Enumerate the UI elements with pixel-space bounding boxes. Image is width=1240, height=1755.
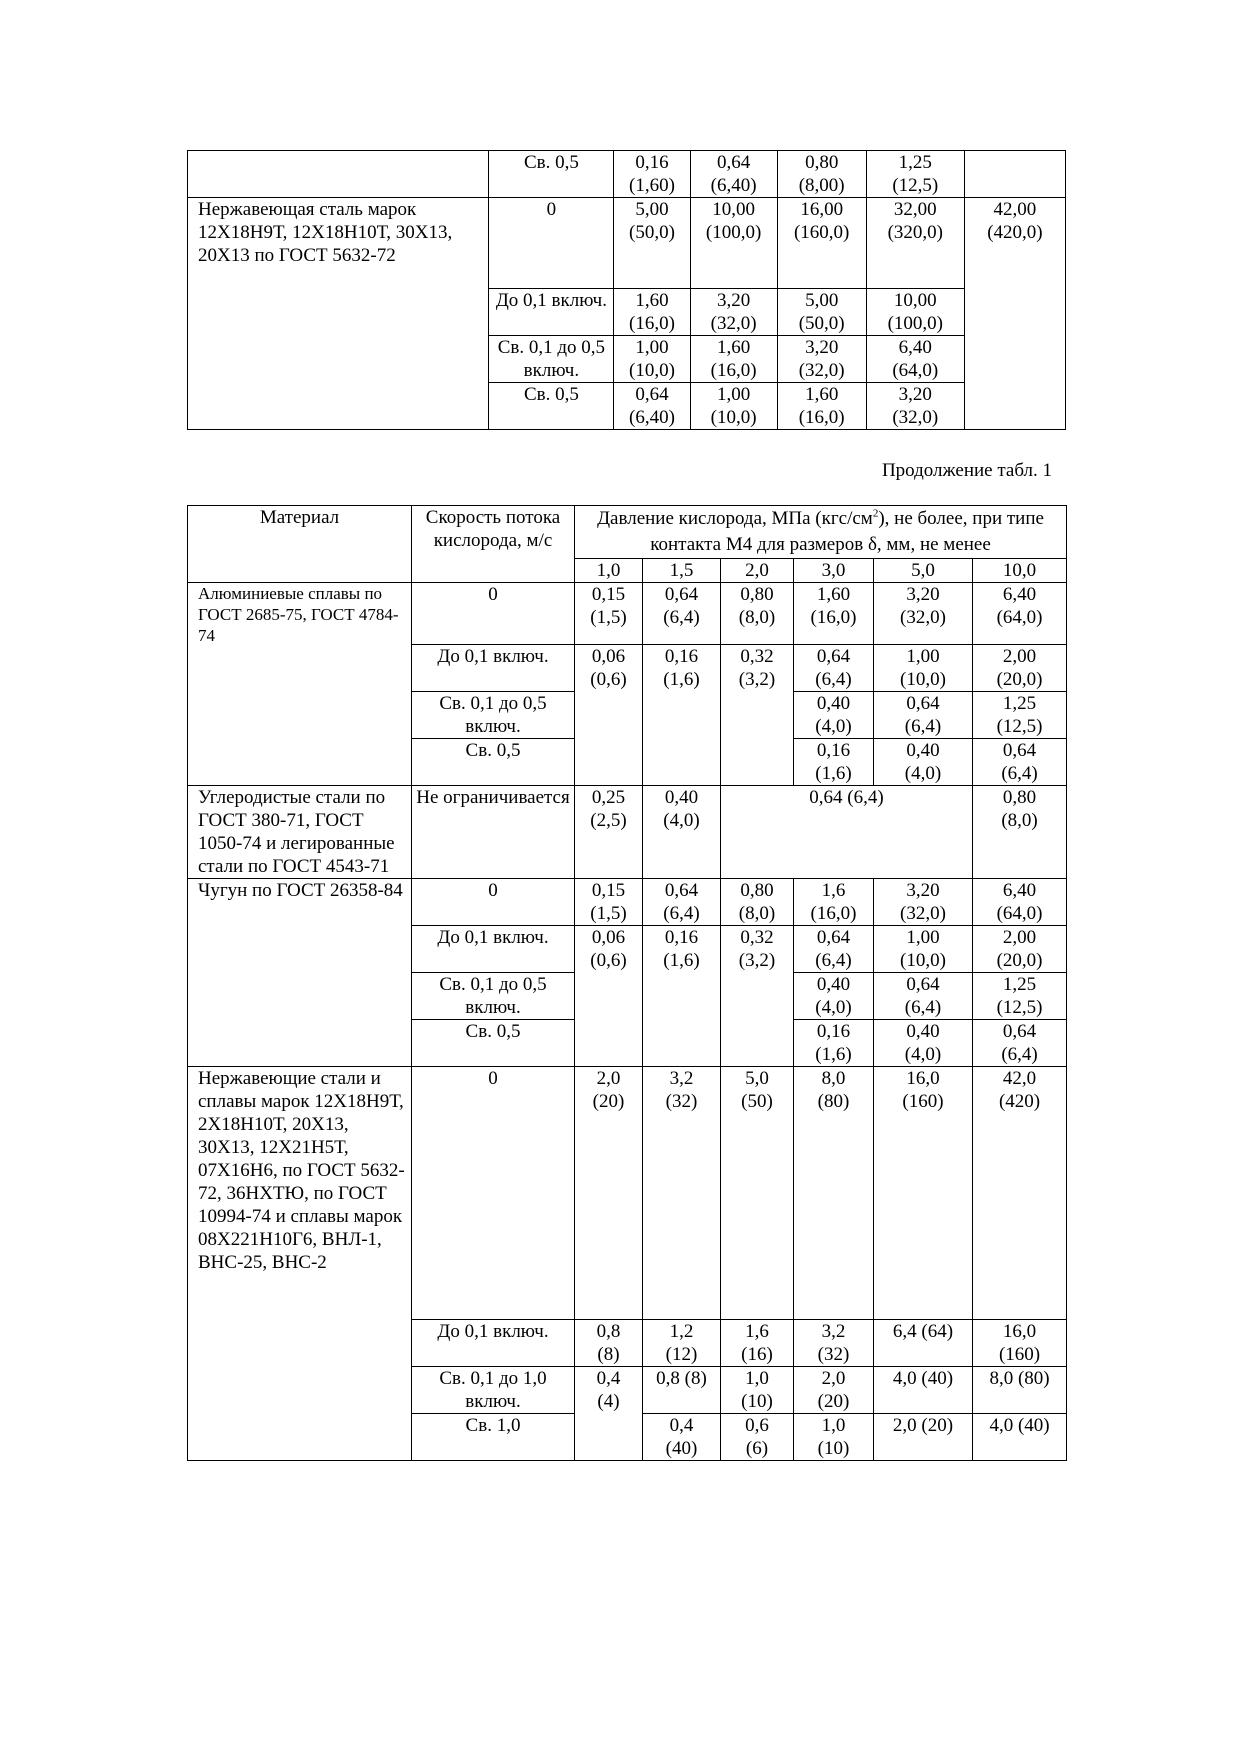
size-header: 1,5 (643, 559, 721, 583)
value-cell: 0,32 (3,2) (721, 645, 794, 786)
size-header: 1,0 (575, 559, 643, 583)
value-cell: 6,40 (64,0) (973, 879, 1067, 926)
value-cell: 1,25 (12,5) (866, 151, 964, 198)
value-cell: 0,06 (0,6) (575, 926, 643, 1067)
material-cell: Нержавеющая сталь марок 12Х18Н9Т, 12Х18Н10Т, 30Х13, 20Х13 по ГОСТ 5632-72 (188, 198, 489, 430)
header-material: Материал (188, 506, 412, 583)
value-cell: 10,00 (100,0) (690, 198, 777, 289)
value-cell: 0,40 (4,0) (794, 973, 874, 1020)
material-cell: Углеродистые стали по ГОСТ 380-71, ГОСТ 1050-74 и легированные стали по ГОСТ 4543-71 (188, 786, 412, 879)
value-cell: 1,00 (10,0) (874, 645, 973, 692)
speed-cell: 0 (412, 583, 575, 645)
value-cell: 0,80 (8,0) (721, 879, 794, 926)
value-cell: 1,60 (16,0) (777, 383, 866, 430)
value-cell: 1,60 (16,0) (794, 583, 874, 645)
value-cell: 0,40 (4,0) (874, 1020, 973, 1067)
value-cell: 1,6 (16) (721, 1320, 794, 1367)
speed-cell: Св. 0,1 до 0,5 включ. (489, 336, 614, 383)
value-cell: 1,0 (10) (794, 1414, 874, 1461)
value-cell: 0,15 (1,5) (575, 879, 643, 926)
value-cell: 1,0 (10) (721, 1367, 794, 1414)
value-cell: 2,0 (20) (874, 1414, 973, 1461)
value-cell: 0,64 (6,4) (973, 1020, 1067, 1067)
value-cell: 0,16 (1,6) (794, 1020, 874, 1067)
size-header: 10,0 (973, 559, 1067, 583)
speed-cell: Св. 0,1 до 1,0 включ. (412, 1367, 575, 1414)
value-cell: 0,40 (4,0) (794, 692, 874, 739)
table-row (188, 583, 1067, 645)
value-cell: 3,2 (32) (794, 1320, 874, 1367)
value-cell: 1,00 (10,0) (690, 383, 777, 430)
value-cell: 0,80 (8,0) (721, 583, 794, 645)
value-cell: 4,0 (40) (874, 1367, 973, 1414)
table-row (188, 1067, 1067, 1320)
value-cell: 0,4 (40) (643, 1414, 721, 1461)
size-header: 2,0 (721, 559, 794, 583)
header-pressure: Давление кислорода, МПа $(кгс/см^2)$, не более, при типе контакта М4 для размеров δ, мм, не менее (575, 506, 1067, 559)
value-cell: 0,8 (8) (575, 1320, 643, 1367)
value-cell: 1,00 (10,0) (874, 926, 973, 973)
speed-cell: Св. 0,5 (412, 739, 575, 786)
value-cell: 16,0 (160) (973, 1320, 1067, 1367)
speed-cell: Св. 0,5 (412, 1020, 575, 1067)
value-cell: 2,0 (20) (575, 1067, 643, 1320)
speed-cell: Св. 0,5 (489, 151, 614, 198)
table-row (188, 786, 1067, 879)
table-1-continuation (187, 150, 1066, 430)
value-cell: 1,25 (12,5) (973, 692, 1067, 739)
speed-cell: 0 (412, 1067, 575, 1320)
value-cell: 3,20 (32,0) (690, 289, 777, 336)
speed-cell: До 0,1 включ. (412, 1320, 575, 1367)
table-caption: Продолжение табл. 1 (881, 460, 1052, 481)
speed-cell: 0 (489, 198, 614, 289)
value-cell: 0,40 (4,0) (874, 739, 973, 786)
table-row (188, 198, 1066, 289)
value-cell: 10,00 (100,0) (866, 289, 964, 336)
value-cell: 3,20 (32,0) (874, 583, 973, 645)
value-cell: 4,0 (40) (973, 1414, 1067, 1461)
value-cell: 0,64 (6,4) (874, 973, 973, 1020)
value-cell: 1,6 (16,0) (794, 879, 874, 926)
value-cell: 0,64 (6,4) (973, 739, 1067, 786)
speed-cell: До 0,1 включ. (489, 289, 614, 336)
value-cell: 0,80 (8,00) (777, 151, 866, 198)
size-header: 5,0 (874, 559, 973, 583)
value-cell: 5,00 (50,0) (614, 198, 690, 289)
value-cell: 42,00 (420,0) (964, 198, 1065, 430)
speed-cell: Св. 1,0 (412, 1414, 575, 1461)
value-cell: 3,20 (32,0) (874, 879, 973, 926)
value-cell: 0,25 (2,5) (575, 786, 643, 879)
value-cell: 6,4 (64) (874, 1320, 973, 1367)
value-cell: 0,06 (0,6) (575, 645, 643, 786)
value-cell: 3,20 (32,0) (777, 336, 866, 383)
value-cell: 0,64 (6,4) (874, 692, 973, 739)
value-cell: 2,00 (20,0) (973, 645, 1067, 692)
speed-cell: Св. 0,5 (489, 383, 614, 430)
value-cell: 8,0 (80) (973, 1367, 1067, 1414)
material-cell: Чугун по ГОСТ 26358-84 (188, 879, 412, 1067)
table-row (188, 151, 1066, 198)
value-cell: 42,0 (420) (973, 1067, 1067, 1320)
value-cell: 0,80 (8,0) (973, 786, 1067, 879)
value-cell: 0,64 (6,4) (794, 926, 874, 973)
value-cell: 0,16 (1,6) (643, 645, 721, 786)
value-cell: 0,64 (6,40) (690, 151, 777, 198)
value-cell: 16,00 (160,0) (777, 198, 866, 289)
value-cell: 6,40 (64,0) (866, 336, 964, 383)
value-cell: 1,2 (12) (643, 1320, 721, 1367)
material-cell: Алюминиевые сплавы по ГОСТ 2685-75, ГОСТ 4784-74 (188, 583, 412, 786)
speed-cell: До 0,1 включ. (412, 645, 575, 692)
value-cell: 5,00 (50,0) (777, 289, 866, 336)
value-cell: 3,2 (32) (643, 1067, 721, 1320)
value-cell: 0,16 (1,60) (614, 151, 690, 198)
header-speed: Скорость потока кислорода, м/с (412, 506, 575, 583)
value-cell: 8,0 (80) (794, 1067, 874, 1320)
value-cell: 0,16 (1,6) (643, 926, 721, 1067)
value-cell: 0,64 (6,40) (614, 383, 690, 430)
value-cell: 0,4 (4) (575, 1367, 643, 1461)
value-cell: 0,32 (3,2) (721, 926, 794, 1067)
value-cell: 6,40 (64,0) (973, 583, 1067, 645)
table-header-row (188, 506, 1067, 559)
value-cell: 0,64 (6,4) (643, 879, 721, 926)
value-cell: 0,16 (1,6) (794, 739, 874, 786)
value-cell: 2,00 (20,0) (973, 926, 1067, 973)
material-cell (188, 151, 489, 198)
value-cell (964, 151, 1065, 198)
value-cell: 1,60 (16,0) (690, 336, 777, 383)
value-cell: 3,20 (32,0) (866, 383, 964, 430)
table-row (188, 879, 1067, 926)
speed-cell: Св. 0,1 до 0,5 включ. (412, 973, 575, 1020)
value-cell: 1,60 (16,0) (614, 289, 690, 336)
value-cell: 0,8 (8) (643, 1367, 721, 1414)
value-cell: 5,0 (50) (721, 1067, 794, 1320)
material-cell: Нержавеющие стали и сплавы марок 12Х18Н9Т, 2Х18Н10Т, 20Х13, 30Х13, 12Х21Н5Т, 07Х16Н6, по ГОСТ 5632-72, 36НХТЮ, по ГОСТ 10994-74 и сплавы марок 08Х221Н10Г6, ВНЛ-1, ВНС-25, ВНС-2 (188, 1067, 412, 1461)
value-cell: 2,0 (20) (794, 1367, 874, 1414)
value-cell: 1,25 (12,5) (973, 973, 1067, 1020)
speed-cell: 0 (412, 879, 575, 926)
table-2 (187, 505, 1067, 1461)
value-cell: 0,15 (1,5) (575, 583, 643, 645)
value-cell: 0,6 (6) (721, 1414, 794, 1461)
speed-cell: До 0,1 включ. (412, 926, 575, 973)
value-cell: 1,00 (10,0) (614, 336, 690, 383)
value-cell: 32,00 (320,0) (866, 198, 964, 289)
value-cell: 0,64 (6,4) (643, 583, 721, 645)
value-cell: 0,40 (4,0) (643, 786, 721, 879)
speed-cell: Не ограничивается (412, 786, 575, 879)
speed-cell: Св. 0,1 до 0,5 включ. (412, 692, 575, 739)
value-cell: 0,64 (6,4) (721, 786, 973, 879)
size-header: 3,0 (794, 559, 874, 583)
value-cell: 0,64 (6,4) (794, 645, 874, 692)
value-cell: 16,0 (160) (874, 1067, 973, 1320)
